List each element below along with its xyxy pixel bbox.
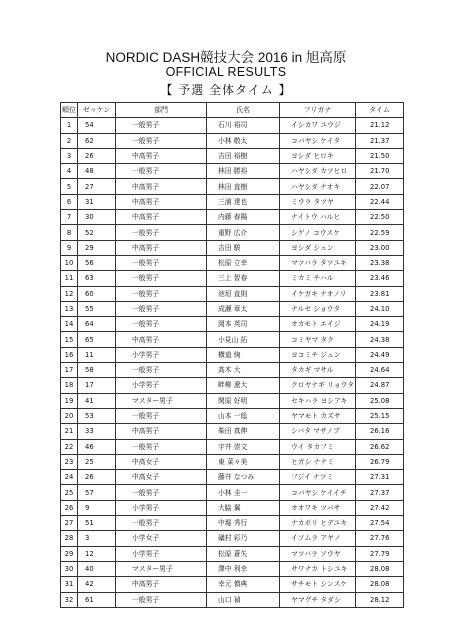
- results-subtitle: OFFICIAL RESULTS: [165, 65, 287, 79]
- table-row: [61, 500, 404, 515]
- table-row: [61, 485, 404, 500]
- table-row: [61, 531, 404, 546]
- cell-rank: 3: [61, 148, 78, 163]
- cell-name: 小林 敬太: [207, 133, 280, 148]
- table-row: [61, 408, 404, 423]
- cell-division: 小学男子: [116, 546, 207, 561]
- cell-bib: 27: [78, 179, 116, 194]
- cell-division: 一般男子: [116, 118, 207, 133]
- cell-division: 中高男子: [116, 424, 207, 439]
- cell-time: 24.49: [356, 347, 404, 362]
- cell-name: 澤中 利幸: [207, 561, 280, 576]
- cell-bib: 61: [78, 592, 116, 607]
- cell-rank: 17: [61, 363, 78, 378]
- table-row: [61, 255, 404, 270]
- cell-bib: 9: [78, 500, 116, 515]
- cell-name: 岡本 英司: [207, 317, 280, 332]
- cell-kana: ナカボリ ヒデユキ: [280, 516, 356, 531]
- cell-time: 21.12: [356, 118, 404, 133]
- cell-name: 成瀬 章太: [207, 301, 280, 316]
- cell-kana: イシカワ ユウジ: [280, 118, 356, 133]
- cell-kana: マツバラ ソウヤ: [280, 546, 356, 561]
- cell-time: 23.46: [356, 271, 404, 286]
- cell-bib: 54: [78, 118, 116, 133]
- cell-rank: 31: [61, 577, 78, 592]
- cell-name: 三浦 達也: [207, 194, 280, 209]
- cell-bib: 11: [78, 347, 116, 362]
- cell-time: 26.16: [356, 424, 404, 439]
- cell-kana: イケガキ ナオノリ: [280, 286, 356, 301]
- cell-time: 27.79: [356, 546, 404, 561]
- cell-name: 吉田 裕樹: [207, 148, 280, 163]
- cell-name: 藤井 なつみ: [207, 470, 280, 485]
- cell-bib: 48: [78, 164, 116, 179]
- cell-kana: コバヤシ ケイイチ: [280, 485, 356, 500]
- cell-name: 中堀 秀行: [207, 516, 280, 531]
- cell-kana: ヤマグチ タダシ: [280, 592, 356, 607]
- cell-kana: ハヤシダ カツヒロ: [280, 164, 356, 179]
- cell-time: 23.81: [356, 286, 404, 301]
- table-row: [61, 363, 404, 378]
- cell-name: 林田 勝裕: [207, 164, 280, 179]
- table-row: [61, 317, 404, 332]
- cell-division: 中高男子: [116, 148, 207, 163]
- cell-kana: ナルセ ショウタ: [280, 301, 356, 316]
- table-row: [61, 546, 404, 561]
- cell-division: 一般男子: [116, 592, 207, 607]
- cell-bib: 26: [78, 470, 116, 485]
- cell-time: 24.64: [356, 363, 404, 378]
- cell-rank: 26: [61, 500, 78, 515]
- cell-kana: セキハラ ヨシアキ: [280, 393, 356, 408]
- cell-division: 中高男子: [116, 179, 207, 194]
- cell-bib: 65: [78, 332, 116, 347]
- cell-rank: 29: [61, 546, 78, 561]
- cell-bib: 53: [78, 408, 116, 423]
- cell-rank: 4: [61, 164, 78, 179]
- cell-rank: 10: [61, 255, 78, 270]
- cell-division: 一般男子: [116, 485, 207, 500]
- table-row: [61, 118, 404, 133]
- table-row: [61, 516, 404, 531]
- cell-bib: 57: [78, 485, 116, 500]
- cell-division: 小学男子: [116, 378, 207, 393]
- cell-division: 一般男子: [116, 133, 207, 148]
- header-name: 氏名: [207, 103, 280, 118]
- cell-name: 関原 好明: [207, 393, 280, 408]
- cell-time: 27.54: [356, 516, 404, 531]
- cell-kana: サチモト シンスケ: [280, 577, 356, 592]
- cell-name: 大脇 翼: [207, 500, 280, 515]
- cell-time: 21.70: [356, 164, 404, 179]
- cell-rank: 15: [61, 332, 78, 347]
- cell-division: 中高男子: [116, 210, 207, 225]
- cell-division: 中高女子: [116, 454, 207, 469]
- table-row: [61, 561, 404, 576]
- section-heading: 【 予選 全体タイム 】: [160, 83, 292, 97]
- cell-division: 一般男子: [116, 255, 207, 270]
- table-row: [61, 179, 404, 194]
- table-row: [61, 470, 404, 485]
- cell-name: 吉田 駿: [207, 240, 280, 255]
- table-row: [61, 271, 404, 286]
- cell-rank: 27: [61, 516, 78, 531]
- cell-name: 松原 蒼矢: [207, 546, 280, 561]
- cell-name: 畔柳 遼大: [207, 378, 280, 393]
- cell-bib: 17: [78, 378, 116, 393]
- cell-time: 27.31: [356, 470, 404, 485]
- cell-bib: 3: [78, 531, 116, 546]
- cell-name: 横道 絢: [207, 347, 280, 362]
- cell-bib: 64: [78, 317, 116, 332]
- cell-bib: 62: [78, 133, 116, 148]
- cell-kana: イソムラ アヤノ: [280, 531, 356, 546]
- cell-division: 中高女子: [116, 470, 207, 485]
- cell-division: マスター男子: [116, 561, 207, 576]
- cell-name: 重野 広介: [207, 225, 280, 240]
- cell-rank: 21: [61, 424, 78, 439]
- cell-rank: 2: [61, 133, 78, 148]
- cell-kana: サワナカ トシユキ: [280, 561, 356, 576]
- cell-name: 山本 一総: [207, 408, 280, 423]
- cell-name: 池垣 直則: [207, 286, 280, 301]
- cell-time: 23.38: [356, 255, 404, 270]
- table-row: [61, 424, 404, 439]
- cell-name: 小林 圭一: [207, 485, 280, 500]
- header-division: 部門: [116, 103, 207, 118]
- cell-division: 一般男子: [116, 408, 207, 423]
- cell-kana: ナイトウ ハルヒ: [280, 210, 356, 225]
- header-rank: 順位: [61, 103, 78, 118]
- cell-kana: ヨコミチ ジュン: [280, 347, 356, 362]
- event-title: NORDIC DASH競技大会 2016 in 旭高原: [105, 50, 347, 65]
- cell-time: 28.12: [356, 592, 404, 607]
- table-row: [61, 148, 404, 163]
- cell-kana: ヨシダ シュン: [280, 240, 356, 255]
- cell-division: 一般男子: [116, 439, 207, 454]
- table-row: [61, 439, 404, 454]
- cell-kana: ミウラ タツヤ: [280, 194, 356, 209]
- cell-division: 一般男子: [116, 225, 207, 240]
- cell-rank: 9: [61, 240, 78, 255]
- cell-time: 22.44: [356, 194, 404, 209]
- cell-kana: コミヤマ タク: [280, 332, 356, 347]
- cell-kana: ヤマモト カズサ: [280, 408, 356, 423]
- cell-name: 山口 禎: [207, 592, 280, 607]
- cell-division: 中高男子: [116, 194, 207, 209]
- cell-bib: 26: [78, 148, 116, 163]
- cell-name: 林田 直樹: [207, 179, 280, 194]
- cell-kana: ミカミ チハル: [280, 271, 356, 286]
- table-row: [61, 286, 404, 301]
- cell-bib: 30: [78, 210, 116, 225]
- cell-bib: 51: [78, 516, 116, 531]
- cell-rank: 7: [61, 210, 78, 225]
- table-row: [61, 332, 404, 347]
- cell-rank: 24: [61, 470, 78, 485]
- cell-division: 小学男子: [116, 347, 207, 362]
- cell-kana: マツバラ タツユキ: [280, 255, 356, 270]
- table-row: [61, 210, 404, 225]
- cell-kana: タカギ マサル: [280, 363, 356, 378]
- cell-name: 幸元 慎典: [207, 577, 280, 592]
- cell-rank: 6: [61, 194, 78, 209]
- cell-rank: 13: [61, 301, 78, 316]
- cell-name: 松原 立幸: [207, 255, 280, 270]
- cell-time: 24.19: [356, 317, 404, 332]
- cell-division: 一般男子: [116, 164, 207, 179]
- results-body: [61, 118, 404, 608]
- cell-rank: 22: [61, 439, 78, 454]
- cell-kana: ヒガシ ナナミ: [280, 454, 356, 469]
- cell-time: 23.00: [356, 240, 404, 255]
- cell-rank: 11: [61, 271, 78, 286]
- cell-time: 22.50: [356, 210, 404, 225]
- cell-bib: 41: [78, 393, 116, 408]
- cell-time: 24.38: [356, 332, 404, 347]
- cell-bib: 58: [78, 363, 116, 378]
- cell-bib: 31: [78, 194, 116, 209]
- results-table: [60, 102, 404, 608]
- cell-time: 26.62: [356, 439, 404, 454]
- cell-rank: 8: [61, 225, 78, 240]
- cell-rank: 32: [61, 592, 78, 607]
- header-time: タイム: [356, 103, 404, 118]
- cell-kana: オオワキ ツバサ: [280, 500, 356, 515]
- cell-name: 東 菜々美: [207, 454, 280, 469]
- cell-rank: 1: [61, 118, 78, 133]
- cell-bib: 12: [78, 546, 116, 561]
- cell-bib: 42: [78, 577, 116, 592]
- cell-division: 一般男子: [116, 301, 207, 316]
- table-row: [61, 378, 404, 393]
- cell-rank: 14: [61, 317, 78, 332]
- cell-division: 一般男子: [116, 286, 207, 301]
- cell-time: 28.08: [356, 577, 404, 592]
- cell-kana: ハヤシダ ナオキ: [280, 179, 356, 194]
- cell-name: 柴田 真伸: [207, 424, 280, 439]
- cell-bib: 25: [78, 454, 116, 469]
- cell-kana: シバタ マサノブ: [280, 424, 356, 439]
- cell-time: 28.08: [356, 561, 404, 576]
- cell-time: 21.50: [356, 148, 404, 163]
- cell-bib: 52: [78, 225, 116, 240]
- cell-time: 26.79: [356, 454, 404, 469]
- cell-bib: 56: [78, 255, 116, 270]
- cell-division: 一般男子: [116, 317, 207, 332]
- cell-time: 24.87: [356, 378, 404, 393]
- cell-division: 小学女子: [116, 531, 207, 546]
- cell-division: 一般男子: [116, 516, 207, 531]
- cell-rank: 5: [61, 179, 78, 194]
- cell-bib: 29: [78, 240, 116, 255]
- cell-rank: 20: [61, 408, 78, 423]
- cell-bib: 60: [78, 286, 116, 301]
- table-row: [61, 301, 404, 316]
- cell-time: 27.42: [356, 500, 404, 515]
- table-row: [61, 133, 404, 148]
- cell-kana: コバヤシ ケイタ: [280, 133, 356, 148]
- header-kana: フリガナ: [280, 103, 356, 118]
- cell-time: 21.37: [356, 133, 404, 148]
- cell-name: 三上 智春: [207, 271, 280, 286]
- cell-name: 小見山 拓: [207, 332, 280, 347]
- cell-time: 22.07: [356, 179, 404, 194]
- cell-division: 一般男子: [116, 271, 207, 286]
- cell-kana: ヨシダ ヒロキ: [280, 148, 356, 163]
- cell-rank: 23: [61, 454, 78, 469]
- cell-bib: 40: [78, 561, 116, 576]
- cell-time: 27.37: [356, 485, 404, 500]
- cell-name: 高木 大: [207, 363, 280, 378]
- cell-name: 石川 裕司: [207, 118, 280, 133]
- cell-kana: オカモト エイジ: [280, 317, 356, 332]
- cell-division: マスター男子: [116, 393, 207, 408]
- cell-bib: 63: [78, 271, 116, 286]
- table-row: [61, 164, 404, 179]
- header-bib: ゼッケン: [78, 103, 116, 118]
- cell-kana: シゲノ コウスケ: [280, 225, 356, 240]
- cell-name: 礒村 彩乃: [207, 531, 280, 546]
- cell-bib: 55: [78, 301, 116, 316]
- cell-kana: クロヤナギ リョウタ: [280, 378, 356, 393]
- cell-rank: 19: [61, 393, 78, 408]
- cell-rank: 18: [61, 378, 78, 393]
- cell-time: 25.08: [356, 393, 404, 408]
- table-row: [61, 347, 404, 362]
- cell-division: 中高男子: [116, 332, 207, 347]
- cell-bib: 33: [78, 424, 116, 439]
- cell-rank: 16: [61, 347, 78, 362]
- cell-kana: フジイ ナツミ: [280, 470, 356, 485]
- table-row: [61, 592, 404, 607]
- cell-division: 中高男子: [116, 240, 207, 255]
- table-row: [61, 225, 404, 240]
- table-row: [61, 577, 404, 592]
- table-row: [61, 393, 404, 408]
- cell-rank: 30: [61, 561, 78, 576]
- table-row: [61, 194, 404, 209]
- table-header-row: [61, 103, 404, 118]
- cell-division: 一般男子: [116, 363, 207, 378]
- cell-rank: 25: [61, 485, 78, 500]
- table-row: [61, 454, 404, 469]
- cell-time: 27.76: [356, 531, 404, 546]
- cell-division: 中高男子: [116, 577, 207, 592]
- cell-rank: 12: [61, 286, 78, 301]
- cell-kana: ウイ タカフミ: [280, 439, 356, 454]
- cell-rank: 28: [61, 531, 78, 546]
- cell-time: 24.10: [356, 301, 404, 316]
- cell-time: 25.15: [356, 408, 404, 423]
- table-row: [61, 240, 404, 255]
- cell-name: 内藤 春陽: [207, 210, 280, 225]
- cell-time: 22.59: [356, 225, 404, 240]
- cell-bib: 46: [78, 439, 116, 454]
- cell-division: 小学男子: [116, 500, 207, 515]
- cell-name: 宇井 崇文: [207, 439, 280, 454]
